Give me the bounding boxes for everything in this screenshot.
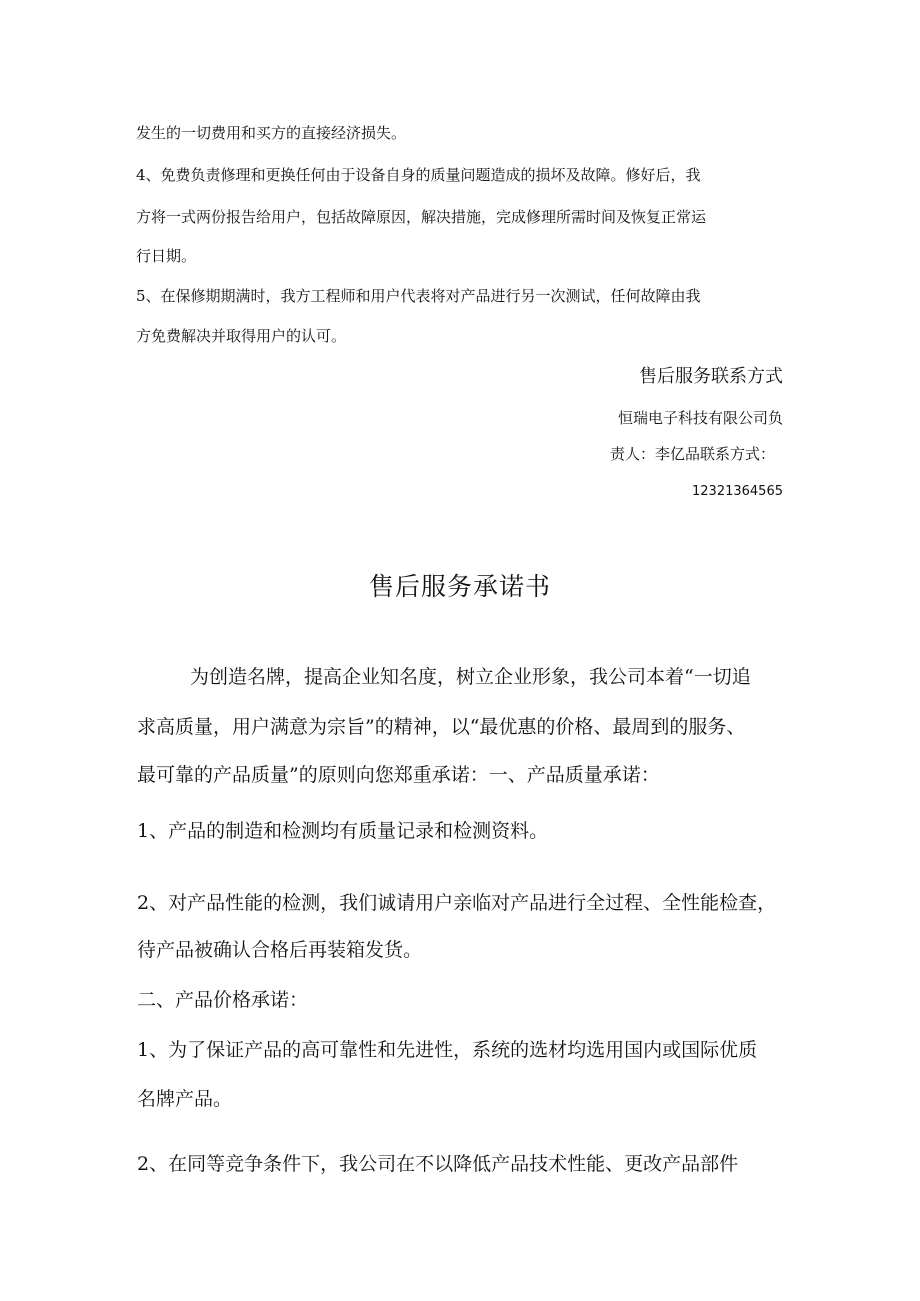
contact-phone: 12321364565 (692, 484, 783, 499)
contact-line: 责人：李亿品联系方式： (609, 445, 775, 463)
section-heading: 二、产品价格承诺： (137, 989, 309, 1011)
paragraph-line: 方免费解决并取得用户的认可。 (136, 327, 347, 345)
paragraph-line: 行日期。 (136, 247, 197, 265)
paragraph-line: 待产品被确认合格后再装箱发货。 (137, 939, 423, 961)
paragraph-line: 名牌产品。 (137, 1088, 233, 1110)
paragraph-line: 2、在同等竞争条件下，我公司在不以降低产品技术性能、更改产品部件 (137, 1153, 739, 1175)
paragraph-line: 4、免费负责修理和更换任何由于设备自身的质量问题造成的损坏及故障。修好后，我 (136, 166, 701, 184)
contact-heading: 售后服务联系方式 (639, 366, 783, 387)
paragraph-line: 1、为了保证产品的高可靠性和先进性，系统的选材均选用国内或国际优质 (137, 1039, 758, 1061)
page-title: 售后服务承诺书 (368, 572, 551, 601)
paragraph-line: 最可靠的产品质量”的原则向您郑重承诺：一、产品质量承诺： (137, 764, 660, 786)
paragraph-line: 发生的一切费用和买方的直接经济损失。 (136, 124, 407, 142)
paragraph-line: 2、对产品性能的检测，我们诚请用户亲临对产品进行全过程、全性能检查， (137, 892, 777, 914)
paragraph-line: 为创造名牌，提高企业知名度，树立企业形象，我公司本着“一切追 (190, 666, 751, 688)
paragraph-line: 方将一式两份报告给用户，包括故障原因，解决措施，完成修理所需时间及恢复正常运 (136, 208, 707, 226)
paragraph-line: 求高质量，用户满意为宗旨”的精神，以“最优惠的价格、最周到的服务、 (137, 716, 746, 738)
paragraph-line: 1、产品的制造和检测均有质量记录和检测资料。 (137, 820, 549, 842)
paragraph-line: 5、在保修期期满时，我方工程师和用户代表将对产品进行另一次测试，任何故障由我 (136, 287, 701, 305)
contact-line: 恒瑞电子科技有限公司负 (617, 409, 783, 427)
